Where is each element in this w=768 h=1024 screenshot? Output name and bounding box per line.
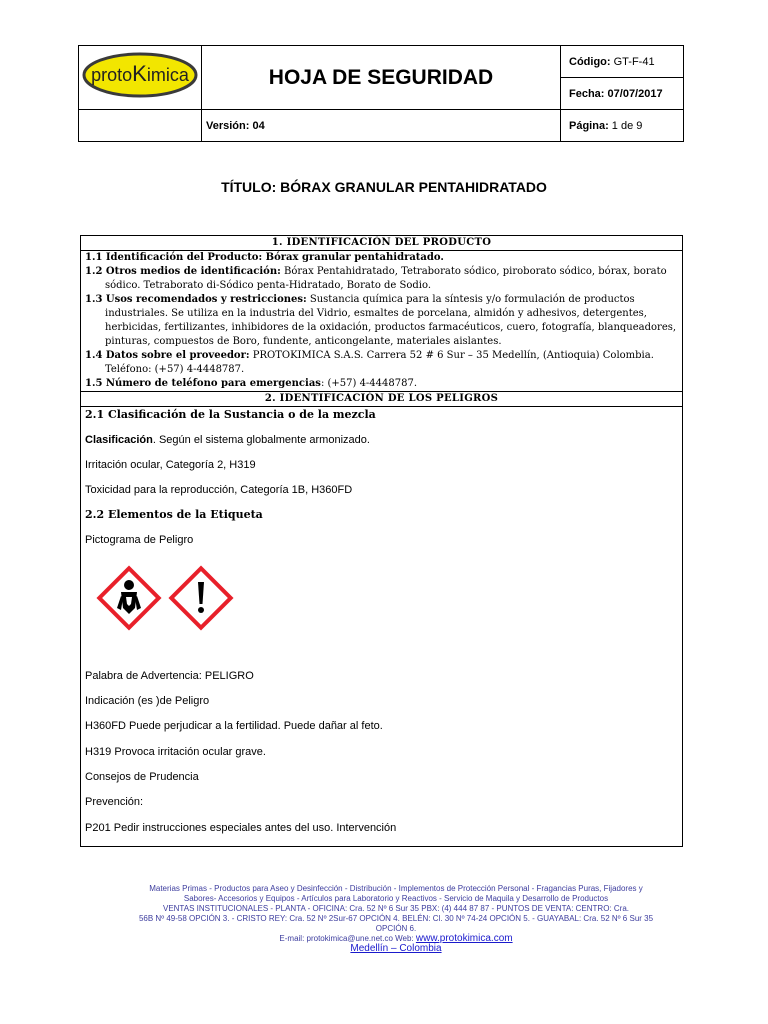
page-footer [96,884,696,954]
page-title: HOJA DE SEGURIDAD [202,46,561,110]
svg-text:protoKimica: protoKimica [91,61,189,86]
exclamation-mark-icon [167,564,235,632]
h360-text: H360FD Puede perjudicar a la fertilidad. Puede dañar al feto. [85,720,383,732]
fecha-field: Fecha: 07/07/2017 [561,78,684,110]
prevencion-text: Prevención: [85,796,144,808]
section-1-body [81,251,682,391]
advertencia-text: Palabra de Advertencia: PELIGRO [85,670,254,682]
footer-city[interactable]: Medellín – Colombia [350,943,442,954]
hazard-pictograms [95,564,235,632]
item-1-4: 1.4 Datos sobre el proveedor: PROTOKIMICA S.A.S. Carrera 52 # 6 Sur – 35 Medellín, (Antioquia) Colombia. Teléfono: (+57) 4-4448787. [85,350,654,375]
footer-email: E-mail: protokimica@une.net.co Web: [279,934,416,943]
item-1-5: 1.5 Número de teléfono para emergencias: (+57) 4-4448787. [85,378,418,389]
logo-cell [79,46,202,110]
footer-line-5: OPCIÓN 6. [375,924,417,933]
health-hazard-icon [95,564,163,632]
section-2-heading: 2. IDENTIFICACIÓN DE LOS PELIGROS [81,391,682,407]
content-box [80,235,683,847]
consejos-text: Consejos de Prudencia [85,771,199,783]
clasificacion-text: Clasificación. Según el sistema globalmente armonizado. [85,434,370,446]
version-field: Versión: 04 [202,110,561,142]
footer-line-1: Materias Primas - Productos para Aseo y Desinfección - Distribución - Implementos de Protección Personal - Fragancias Puras, Fijadores y [149,884,643,893]
toxicidad-text: Toxicidad para la reproducción, Categoría 1B, H360FD [85,484,353,496]
footer-line-4: 56B Nº 49-58 OPCIÓN 3. - CRISTO REY: Cra. 52 Nº 2Sur-67 OPCIÓN 4. BELÉN: Cl. 30 Nº 74-24 OPCIÓN 5. - GUAYABAL: Cra. 52 Nº 6 Sur 35 [138,914,654,923]
document-header [78,45,684,142]
footer-line-2: Sabores- Accesorios y Equipos - Artículos para Laboratorio y Reactivos - Servicio de Maquila y Desarrollo de Productos [183,894,609,903]
pagina-field: Página: 1 de 9 [561,110,684,142]
heading-2-2: 2.2 Elementos de la Etiqueta [85,508,263,521]
web-link[interactable]: www.protokimica.com [415,933,513,944]
irritacion-text: Irritación ocular, Categoría 2, H319 [85,459,256,471]
p201-text: P201 Pedir instrucciones especiales antes del uso. Intervención [85,822,397,834]
item-1-1: 1.1 Identificación del Producto: Bórax granular pentahidratado. [85,252,444,263]
protokimica-logo [82,51,198,99]
document-title: TÍTULO: BÓRAX GRANULAR PENTAHIDRATADO [221,179,547,195]
item-1-3: 1.3 Usos recomendados y restricciones: Sustancia química para la síntesis y/o formulación de productos industriales. Se utiliza en la industria del Vidrio, esmaltes de porcelana, almidón y adhesivos, detergentes, herbicidas, fertilizantes, inhibidores de la oxidación, productos farmacéuticos, cuero, fotografía, blanqueadores, pinturas, compuestos de Boro, fundente, anticongelante, materiales aislantes. [85,294,677,347]
indicacion-text: Indicación (es )de Peligro [85,695,210,707]
section-2-body [81,407,682,847]
h319-text: H319 Provoca irritación ocular grave. [85,746,266,758]
codigo-field: Código: GT-F-41 [561,46,684,78]
pictograma-label: Pictograma de Peligro [85,534,194,546]
heading-2-1: 2.1 Clasificación de la Sustancia o de la mezcla [85,408,376,421]
item-1-2: 1.2 Otros medios de identificación: Bórax Pentahidratado, Tetraborato sódico, piroborato sódico, bórax, borato sódico. Tetraborato di-Sódico penta-Hidratado, Borato de Sodio. [85,266,667,291]
section-1-heading: 1. IDENTIFICACIÒN DEL PRODUCTO [81,236,682,251]
footer-line-3: VENTAS INSTITUCIONALES - PLANTA - OFICINA: Cra. 52 Nº 6 Sur 35 PBX: (4) 444 87 87 - PUNTOS DE VENTA: CENTRO: Cra. [162,904,629,913]
